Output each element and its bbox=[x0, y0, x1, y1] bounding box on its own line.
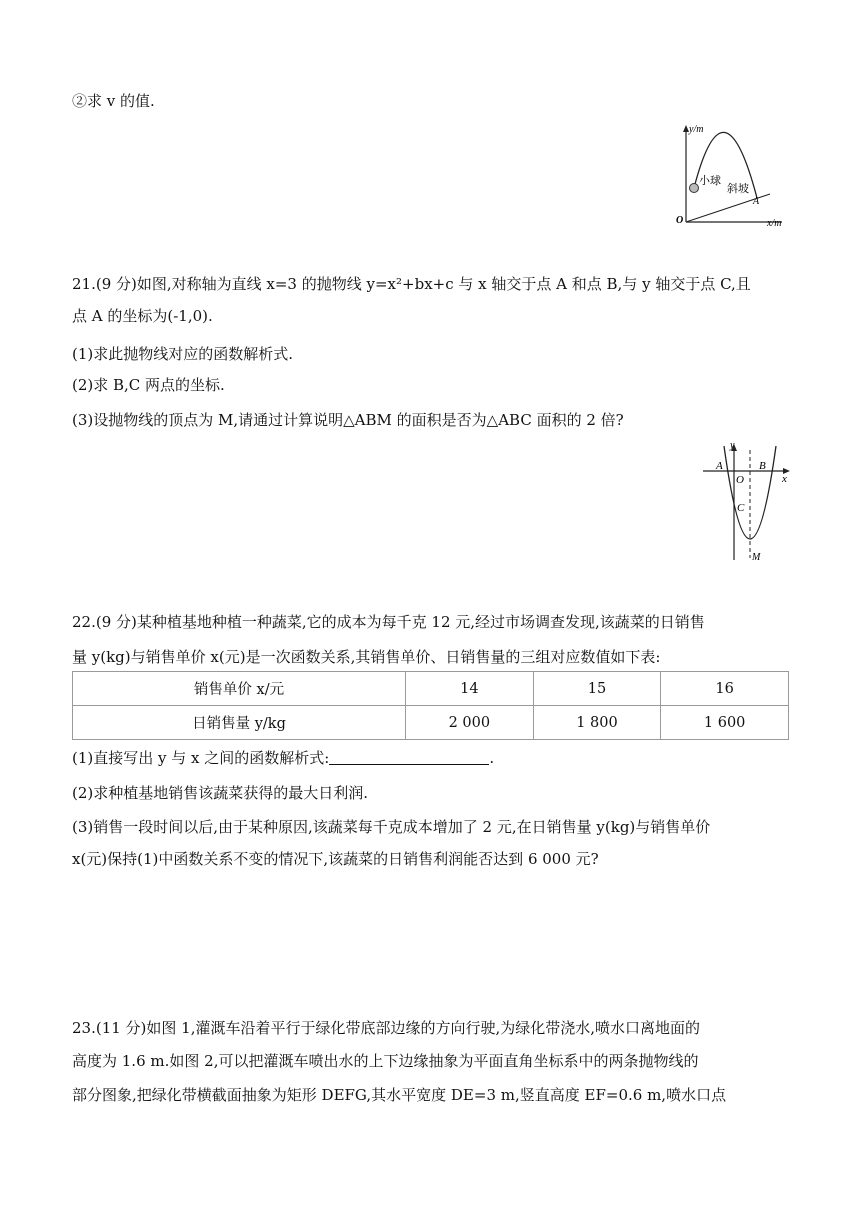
q23-stem-line3: 部分图象,把绿化带横截面抽象为矩形 DEFG,其水平宽度 DE=3 m,竖直高度 EF=0.6 m,喷水口点 bbox=[72, 1086, 727, 1104]
q23-stem-line2: 高度为 1.6 m.如图 2,可以把灌溉车喷出水的上下边缘抽象为平面直角坐标系中的两条抛物线的 bbox=[72, 1052, 699, 1070]
q21-part2: (2)求 B,C 两点的坐标. bbox=[72, 376, 225, 394]
q21-part1: (1)求此抛物线对应的函数解析式. bbox=[72, 345, 294, 363]
q20-x-label: x/m bbox=[767, 218, 782, 229]
q21-part3: (3)设抛物线的顶点为 M,请通过计算说明△ABM 的面积是否为△ABC 面积的 2 倍? bbox=[72, 411, 624, 429]
q20-figure bbox=[672, 122, 794, 230]
q20-point-a-label: A bbox=[753, 196, 760, 207]
q21-o-label: O bbox=[736, 474, 744, 486]
q22-part1-text: (1)直接写出 y 与 x 之间的函数解析式: bbox=[72, 749, 330, 767]
q22-part2: (2)求种植基地销售该蔬菜获得的最大日利润. bbox=[72, 784, 369, 802]
q21-stem-line1: 21.(9 分)如图,对称轴为直线 x=3 的抛物线 y=x²+bx+c 与 x 轴交于点 A 和点 B,与 y 轴交于点 C,且 bbox=[72, 275, 751, 293]
table-cell: 2 000 bbox=[406, 706, 534, 740]
q21-stem-line2: 点 A 的坐标为(-1,0). bbox=[72, 307, 213, 325]
q20-slope-label: 斜坡 bbox=[727, 183, 749, 195]
table-cell: 1 600 bbox=[661, 706, 789, 740]
table-cell: 1 800 bbox=[533, 706, 661, 740]
q22-stem-line2: 量 y(kg)与销售单价 x(元)是一次函数关系,其销售单价、日销售量的三组对应数值如下表: bbox=[72, 648, 661, 666]
q23-stem-line1: 23.(11 分)如图 1,灌溉车沿着平行于绿化带底部边缘的方向行驶,为绿化带浇水,喷水口离地面的 bbox=[72, 1019, 701, 1037]
table-cell: 16 bbox=[661, 672, 789, 706]
q20-ball-label: 小球 bbox=[699, 175, 721, 187]
q21-b-label: B bbox=[759, 460, 766, 472]
q22-data-table bbox=[72, 671, 789, 740]
q22-answer-blank bbox=[329, 749, 489, 765]
table-row-label: 日销售量 y/kg bbox=[73, 706, 406, 740]
q20-part2: ②求 v 的值. bbox=[72, 92, 155, 110]
q22-part3-line2: x(元)保持(1)中函数关系不变的情况下,该蔬菜的日销售利润能否达到 6 000 元? bbox=[72, 850, 599, 868]
q22-stem-line1: 22.(9 分)某种植基地种植一种蔬菜,它的成本为每千克 12 元,经过市场调查发现,该蔬菜的日销售 bbox=[72, 613, 705, 631]
q20-origin-label: O bbox=[676, 215, 684, 226]
q21-a-label: A bbox=[716, 460, 723, 472]
table-row bbox=[73, 672, 789, 706]
q22-part1 bbox=[72, 748, 494, 768]
table-cell: 15 bbox=[533, 672, 661, 706]
table-cell: 14 bbox=[406, 672, 534, 706]
q20-y-label: y/m bbox=[689, 124, 704, 135]
table-row bbox=[73, 706, 789, 740]
q21-x-label: x bbox=[782, 473, 787, 485]
table-row-label: 销售单价 x/元 bbox=[73, 672, 406, 706]
q21-m-label: M bbox=[752, 552, 761, 563]
q21-figure bbox=[700, 440, 796, 565]
q20-ball bbox=[690, 184, 699, 193]
q22-part3-line1: (3)销售一段时间以后,由于某种原因,该蔬菜每千克成本增加了 2 元,在日销售量 y(kg)与销售单价 bbox=[72, 818, 711, 836]
q21-c-label: C bbox=[737, 502, 745, 514]
q22-part1-end: . bbox=[489, 749, 495, 767]
q21-y-label: y bbox=[730, 440, 735, 451]
